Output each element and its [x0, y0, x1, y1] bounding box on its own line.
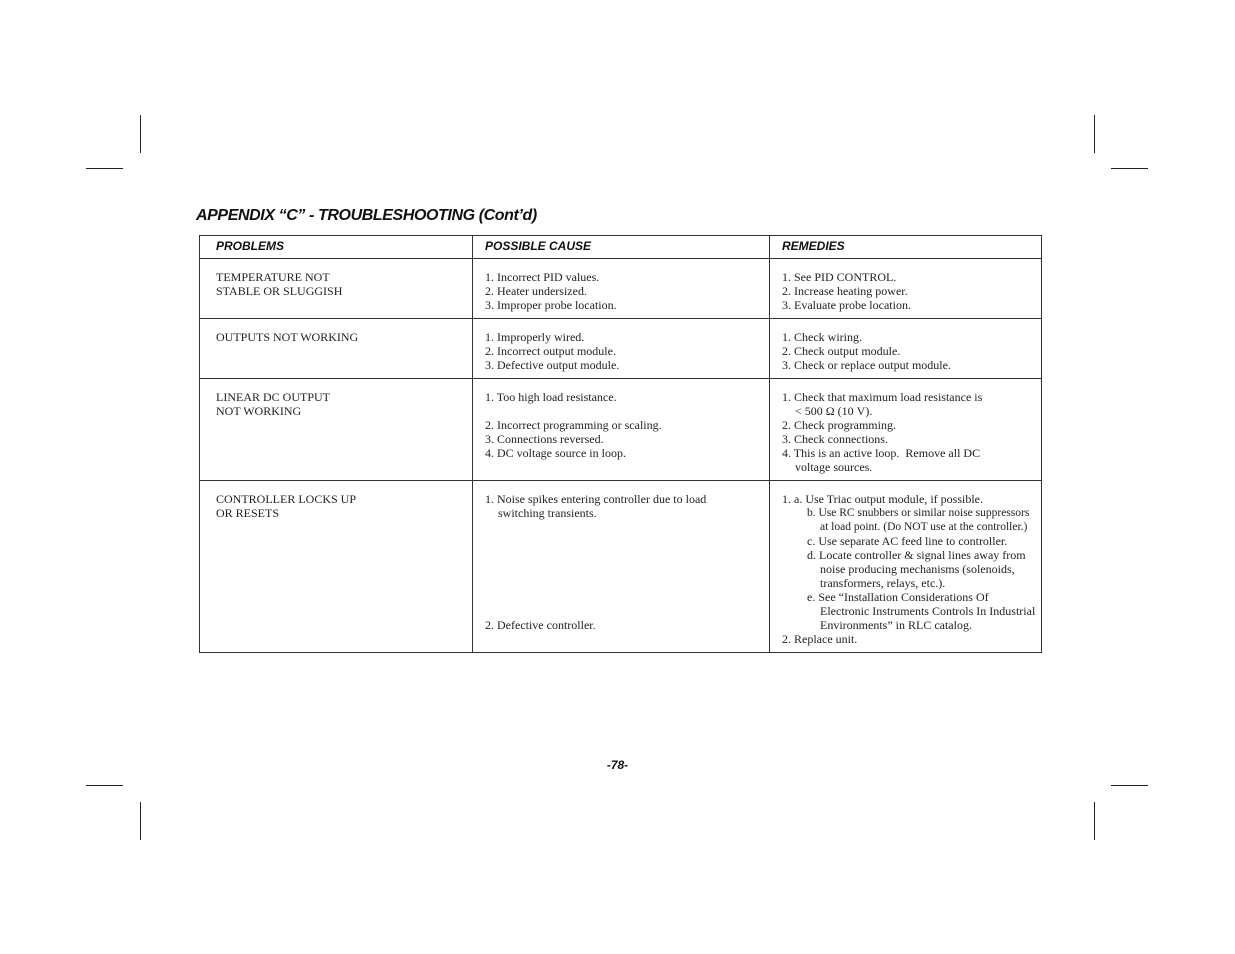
remedy-line: voltage sources. — [795, 460, 873, 474]
cause-line: 1. Noise spikes entering controller due to load — [485, 492, 707, 506]
table-row — [200, 379, 1042, 481]
page-number: -78- — [606, 758, 629, 772]
crop-mark-top-right-horizontal — [1111, 168, 1148, 169]
problem-line: NOT WORKING — [216, 404, 302, 418]
remedy-line: 4. This is an active loop. Remove all DC — [782, 446, 981, 460]
cause-cell — [473, 319, 770, 379]
problem-cell — [200, 319, 473, 379]
problem-line: OR RESETS — [216, 506, 280, 520]
cause-line: 2. Incorrect output module. — [485, 344, 616, 358]
crop-mark-bottom-right-vertical — [1094, 802, 1095, 840]
remedy-line: 3. Check connections. — [782, 432, 888, 446]
table-row — [200, 481, 1042, 653]
crop-mark-bottom-right-horizontal — [1111, 785, 1148, 786]
cause-line: 3. Connections reversed. — [485, 432, 604, 446]
cause-line: 1. Too high load resistance. — [485, 390, 617, 404]
problem-cell — [200, 379, 473, 481]
page-title: APPENDIX “C” - TROUBLESHOOTING (Cont’d) — [196, 207, 537, 224]
remedy-line: noise producing mechanisms (solenoids, — [820, 562, 1015, 576]
remedy-cell — [770, 481, 1042, 653]
cause-line: 2. Heater undersized. — [485, 284, 587, 298]
remedy-line: b. Use RC snubbers or similar noise suppressors — [807, 507, 1030, 519]
problem-line: OUTPUTS NOT WORKING — [216, 330, 359, 344]
cause-line: 1. Incorrect PID values. — [485, 270, 600, 284]
remedy-line: 1. Check wiring. — [782, 330, 862, 344]
problem-cell — [200, 481, 473, 653]
remedy-line: 2. Increase heating power. — [782, 284, 908, 298]
remedy-line: at load point. (Do NOT use at the controller.) — [820, 521, 1028, 533]
cause-line: 3. Improper probe location. — [485, 298, 617, 312]
header-possible-cause: POSSIBLE CAUSE — [473, 236, 770, 259]
remedy-line: < 500 Ω (10 V). — [795, 404, 873, 418]
header-remedies: REMEDIES — [770, 236, 1042, 259]
remedy-line: 3. Evaluate probe location. — [782, 298, 911, 312]
remedy-line: 2. Check output module. — [782, 344, 901, 358]
remedy-cell — [770, 319, 1042, 379]
cause-line: 3. Defective output module. — [485, 358, 620, 372]
table-header-row — [200, 236, 1042, 259]
cause-line: 2. Defective controller. — [485, 618, 596, 632]
remedy-line: 3. Check or replace output module. — [782, 358, 951, 372]
remedy-line: 1. See PID CONTROL. — [782, 270, 897, 284]
cause-cell — [473, 259, 770, 319]
cause-line: 4. DC voltage source in loop. — [485, 446, 626, 460]
table-row — [200, 259, 1042, 319]
problem-cell — [200, 259, 473, 319]
problem-line: TEMPERATURE NOT — [216, 270, 330, 284]
remedy-line: 2. Replace unit. — [782, 632, 858, 646]
header-problems: PROBLEMS — [200, 236, 473, 259]
remedy-cell — [770, 259, 1042, 319]
cause-cell — [473, 481, 770, 653]
remedy-line: Environments” in RLC catalog. — [820, 618, 972, 632]
crop-mark-top-right-vertical — [1094, 115, 1095, 153]
remedy-line: 2. Check programming. — [782, 418, 896, 432]
remedy-line: Electronic Instruments Controls In Industrial — [820, 604, 1036, 618]
problem-line: STABLE OR SLUGGISH — [216, 284, 343, 298]
remedy-cell — [770, 379, 1042, 481]
cause-cell — [473, 379, 770, 481]
crop-mark-top-left-horizontal — [86, 168, 123, 169]
remedy-line: transformers, relays, etc.). — [820, 576, 946, 590]
remedy-line: 1. a. Use Triac output module, if possible. — [782, 492, 983, 506]
remedy-line: d. Locate controller & signal lines away from — [807, 548, 1026, 562]
table-row — [200, 319, 1042, 379]
cause-line: switching transients. — [498, 506, 597, 520]
troubleshooting-table — [199, 235, 1042, 653]
problem-line: CONTROLLER LOCKS UP — [216, 492, 357, 506]
problem-line: LINEAR DC OUTPUT — [216, 390, 330, 404]
remedy-line: c. Use separate AC feed line to controller. — [807, 534, 1008, 548]
cause-line: 2. Incorrect programming or scaling. — [485, 418, 662, 432]
crop-mark-bottom-left-horizontal — [86, 785, 123, 786]
remedy-line: 1. Check that maximum load resistance is — [782, 390, 983, 404]
remedy-line: e. See “Installation Considerations Of — [807, 590, 989, 604]
crop-mark-top-left-vertical — [140, 115, 141, 153]
cause-line: 1. Improperly wired. — [485, 330, 585, 344]
crop-mark-bottom-left-vertical — [140, 802, 141, 840]
